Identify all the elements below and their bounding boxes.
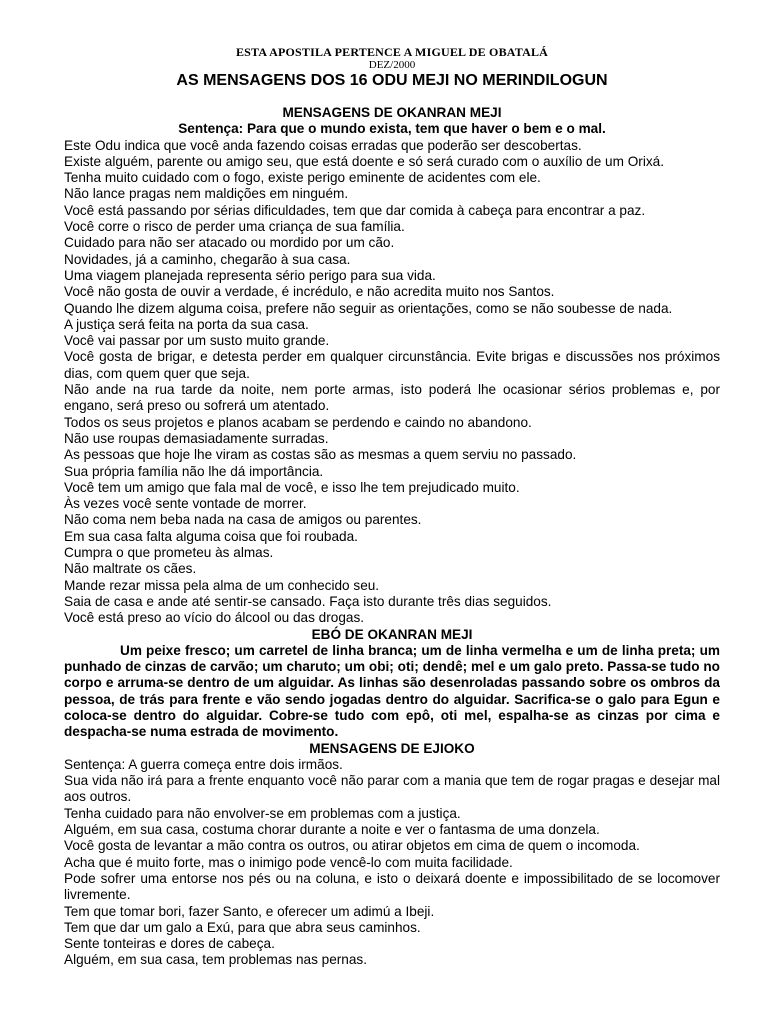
message-line: Você vai passar por um susto muito grande. [64,333,330,349]
message-line: Não coma nem beba nada na casa de amigos ou parentes. [64,512,422,528]
message-line: Acha que é muito forte, mas o inimigo pode vencê-lo com muita facilidade. [64,854,513,870]
message-line: A justiça será feita na porta da sua casa. [64,316,309,332]
document-page [64,46,720,969]
message-line: Cumpra o que prometeu às almas. [64,545,274,561]
message-line: Mande rezar missa pela alma de um conhecido seu. [64,577,380,593]
message-line: Pode sofrer uma entorse nos pés ou na coluna, e isto o deixará doente e impossibilitado de se locomover livremente. [64,870,720,903]
okanran-message-list [64,138,720,627]
okanran-sentence: Sentença: Para que o mundo exista, tem que haver o bem e o mal. [178,121,606,137]
message-line: Quando lhe dizem alguma coisa, prefere não seguir as orientações, como se não soubesse de nada. [64,300,673,316]
message-line: Alguém, em sua casa, tem problemas nas pernas. [64,952,367,968]
message-line: Não lance pragas nem maldições em ninguém. [64,186,349,202]
message-line: Você corre o risco de perder uma criança de sua família. [64,219,405,235]
message-line: Você gosta de brigar, e detesta perder em qualquer circunstância. Evite brigas e discussões nos próximos dias, com quem quer que seja. [64,349,720,381]
message-line: Uma viagem planejada representa sério perigo para sua vida. [64,267,436,283]
message-line: Não ande na rua tarde da noite, nem porte armas, isto poderá lhe ocasionar sérios problemas e, por engano, será preso ou sofrerá um atentado. [64,382,720,414]
message-line: Tem que dar um galo a Exú, para que abra seus caminhos. [64,919,421,935]
message-line: Novidades, já a caminho, chegarão à sua casa. [64,251,351,267]
message-line: Alguém, em sua casa, costuma chorar durante a noite e ver o fantasma de uma donzela. [64,822,600,838]
message-line: Em sua casa falta alguma coisa que foi roubada. [64,528,358,544]
ejioko-heading: MENSAGENS DE EJIOKO [309,740,475,756]
owner-line: ESTA APOSTILA PERTENCE A MIGUEL DE OBATALÁ [235,45,549,59]
message-line: Às vezes você sente vontade de morrer. [64,496,307,512]
message-line: Você tem um amigo que fala mal de você, e isso lhe tem prejudicado muito. [64,479,520,495]
message-line: Sentença: A guerra começa entre dois irmãos. [64,756,343,772]
message-line: Você gosta de levantar a mão contra os outros, ou atirar objetos em cima de quem o incomoda. [64,838,640,854]
message-line: Você não gosta de ouvir a verdade, é incrédulo, e não acredita muito nos Santos. [64,284,555,300]
date-line: DEZ/2000 [368,59,416,71]
message-line: Tem que tomar bori, fazer Santo, e oferecer um adimú a Ibeji. [64,903,435,919]
message-line: Não use roupas demasiadamente surradas. [64,430,329,446]
ejioko-message-list [64,757,720,969]
message-line: Todos os seus projetos e planos acabam se perdendo e caindo no abandono. [64,414,532,430]
message-line: Não maltrate os cães. [64,561,197,577]
message-line: Você está passando por sérias dificuldades, tem que dar comida à cabeça para encontrar a paz. [64,202,646,218]
message-line: Cuidado para não ser atacado ou mordido por um cão. [64,235,395,251]
message-line: Existe alguém, parente ou amigo seu, que está doente e só será curado com o auxílio de um Orixá. [64,153,664,169]
message-line: As pessoas que hoje lhe viram as costas são as mesmas a quem serviu no passado. [64,447,577,463]
message-line: Sua vida não irá para a frente enquanto você não parar com a mania que tem de rogar pragas e desejar mal aos outros. [64,773,720,805]
message-line: Tenha muito cuidado com o fogo, existe perigo eminente de acidentes com ele. [64,170,541,186]
ebo-heading: EBÓ DE OKANRAN MEJI [311,626,473,642]
message-line: Saia de casa e ande até sentir-se cansado. Faça isto durante três dias seguidos. [64,593,552,609]
okanran-heading: MENSAGENS DE OKANRAN MEJI [282,105,502,120]
message-line: Sua própria família não lhe dá importância. [64,463,324,479]
ebo-instructions: Um peixe fresco; um carretel de linha branca; um de linha vermelha e um de linha preta; um punhado de cinzas de carvão; um charuto; um obi; oti; dendê; mel e um galo preto. Passa-se tudo no corpo e arruma-se dentro de um alguidar. As linhas são desenroladas passando sobre os ombros da pessoa, de trás para frente e vão sendo jogadas dentro do alguidar. Sacrifica-se o galo para Egun e coloca-se dentro do alguidar. Cobre-se tudo com epô, oti mel, espalha-se as cinzas por cima e despacha-se numa estrada de movimento. [64,642,720,740]
message-line: Sente tonteiras e dores de cabeça. [64,936,275,952]
document-title: AS MENSAGENS DOS 16 ODU MEJI NO MERINDILOGUN [176,72,608,89]
message-line: Você está preso ao vício do álcool ou das drogas. [64,610,365,626]
message-line: Este Odu indica que você anda fazendo coisas erradas que poderão ser descobertas. [64,137,582,153]
message-line: Tenha cuidado para não envolver-se em problemas com a justiça. [64,805,461,821]
